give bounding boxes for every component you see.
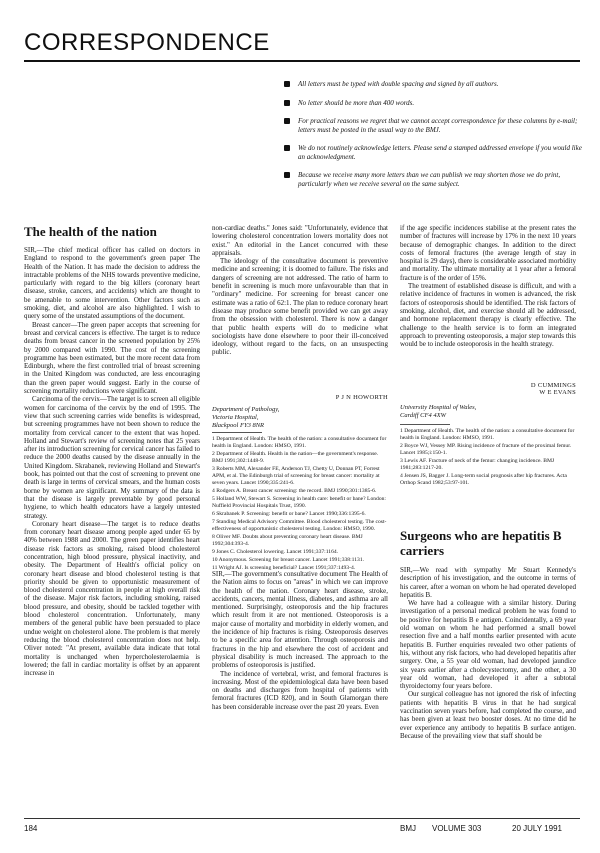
article3-body bbox=[400, 566, 576, 810]
reference: 7 Standing Medical Advisory Committee. Blood cholesterol testing. The cost-effectiveness of opportunistic cholesterol testing. London: HMSO, 1990. bbox=[212, 519, 387, 532]
paragraph: SIR,—We read with sympathy Mr Stuart Kennedy's description of his investigation, and the outcome in terms of his career, after a woman on whom he had operated developed hepatitis B. bbox=[400, 566, 576, 599]
paragraph: Our surgical colleague has not ignored the risk of infecting patients with hepatitis B virus in that he had surgical vaccination seven years before, had completed the course, and has been given at least two booster doses. At no time did he ever experience any antibody to hepatitis B surface antigen. Because of the prevailing view that staff should be bbox=[400, 690, 576, 740]
section-title: CORRESPONDENCE bbox=[24, 29, 270, 56]
reference: 8 Oliver MF. Doubts about preventing coronary heart disease. BMJ 1992;304:393-4. bbox=[212, 534, 363, 547]
rule-item: No letter should be more than 400 words. bbox=[284, 99, 584, 108]
rules-list bbox=[284, 80, 584, 198]
affiliation: Department of Pathology, Victoria Hospital, Blackpool FY3 8NR bbox=[212, 406, 280, 429]
references-list bbox=[212, 436, 388, 571]
paragraph: The treatment of established disease is difficult, and with a relative incidence of fractures in women is advanced, the risk factors of osteoporosis should be identified. The risk factors of smoking, alcohol, diet, and exercise should all be addressed, and hormone replacement therapy is clearly effective. The challenge to the health service is to form an integrated approach to preventing osteoporosis, a major step towards this would be to include osteoporosis in the health strategy. bbox=[400, 282, 576, 349]
rule-item: We do not routinely acknowledge letters. Please send a stamped addressed envelope if you would like an acknowledgment. bbox=[284, 144, 584, 161]
paragraph: The incidence of vertebral, wrist, and femoral fractures is increasing. Most of the epidemiological data have been based on deaths and discharges from hospital of patients with femoral fractures (ICD 820), and in South Glamorgan there has been considerable increase over the past 20 years. Even bbox=[212, 669, 388, 711]
affiliation: University Hospital of Wales, Cardiff CF4 4XW bbox=[400, 404, 477, 419]
reference: 4 Rodgers A. Breast cancer screening: the record. BMJ 1990;301:1385-6. bbox=[212, 488, 377, 494]
reference: 2 Department of Health. Health in the nation—the government's response. BMJ 1991;302:1448-9. bbox=[212, 451, 379, 464]
bullet-icon bbox=[284, 172, 290, 178]
article-body-col1 bbox=[24, 246, 200, 806]
reference: 3 Roberts MM, Alexander FE, Anderson TJ, Chetty U, Donnan PT, Forrest APM, et al. The Edinburgh trial of screening for breast cancer: mortality at seven years. Lancet 1990;335:241-6. bbox=[212, 466, 380, 486]
references-list bbox=[400, 428, 576, 508]
page-number: 184 bbox=[24, 824, 38, 833]
paragraph: SIR,—The chief medical officer has called on doctors in England to respond to the government's green paper The Health of the Nation. It has made the decision to address the intractable problems of the NHS towards preventive medicine, particularly with regard to the big killers (coronary heart disease, stroke, cancers, and accidents) which are thought to be amenable to some intervention. Other factors such as smoking, diet, and alcohol are also highlighted. I wish to query some of the unstated assumptions of the document. bbox=[24, 246, 200, 321]
issue-date: 20 JULY 1991 bbox=[512, 824, 562, 833]
paragraph: Coronary heart disease—The target is to reduce deaths from coronary heart disease among people aged under 65 by 40% between 1988 and 2000. The green paper identifies heart disease risk factors as smoking, raised blood cholesterol concentration, high blood pressure, physical inactivity, and obesity. The Department of Health's official policy on coronary heart disease and blood cholesterol testing is that priority should be given to opportunistic measurement of blood cholesterol concentration in people at high overall risk of the disease. Major risk factors, including smoking, raised blood pressure, and obesity, should be tackled together with blood cholesterol concentration. Unfortunately, many members of the general public have been persuaded to place undue weight on cholesterol alone. The problem is that merely reducing the blood cholesterol concentration does not help. Oliver noted: "At present, available data indicate that total mortality is unchanged when hypercholesterolaemia is lowered; the fall in cardiac mortality is offset by an apparent increase in bbox=[24, 519, 200, 678]
paragraph: if the age specific incidences stabilise at the present rates the number of fractures will increase by 17% in the next 10 years because of demographic changes. In addition to the direct costs of femoral fractures (the average length of stay in hospital is 29 days), there is considerable associated morbidity and mortality. The ultimate mortality at 1 year after a femoral fracture is of the order of 15%. bbox=[400, 224, 576, 282]
journal-name: BMJ bbox=[400, 824, 416, 833]
reference: 2 Boyce WJ, Vessey MP. Rising incidence of fracture of the proximal femur. Lancet 1985;i:150-1. bbox=[400, 443, 572, 456]
reference: 6 Skrabanek P. Screening: benefit or bane? Lancet 1990;336:1395-6. bbox=[212, 511, 366, 517]
footer-rule bbox=[24, 818, 580, 819]
bullet-icon bbox=[284, 145, 290, 151]
bullet-icon bbox=[284, 100, 290, 106]
rule-item: Because we receive many more letters than we can publish we may shorten those we do print, particularly when we receive several on the same subject. bbox=[284, 171, 584, 188]
paragraph: non-cardiac deaths." Jones said: "Unfortunately, evidence that lowering cholesterol concentration lowers mortality does not exist." An editorial in the Lancet concurred with these appraisals. bbox=[212, 224, 388, 257]
reference: 1 Department of Health. The health of the nation: a consultative document for health in England. London: HMSO, 1991. bbox=[212, 436, 387, 449]
article-title: The health of the nation bbox=[24, 224, 157, 239]
rule-item: For practical reasons we regret that we cannot accept correspondence for these columns by e-mail; letters must be posted in the usual way to the BMJ. bbox=[284, 117, 584, 134]
reference: 4 Jensen JS, Bagger J. Long-term social prognosis after hip fractures. Acta Orthop Scand 1982;53:97-101. bbox=[400, 473, 567, 486]
references-rule bbox=[400, 424, 450, 425]
article2-body-col3 bbox=[400, 224, 576, 378]
signature: D CUMMINGS W E EVANS bbox=[530, 382, 576, 396]
reference: 11 Wright AJ. Is screening beneficial? Lancet 1991;337:1493-4. bbox=[212, 565, 356, 571]
reference: 3 Lewis AF. Fracture of neck of the femur: changing incidence. BMJ 1981;283:1217-20. bbox=[400, 458, 555, 471]
bullet-icon bbox=[284, 118, 290, 124]
paragraph: We have had a colleague with a similar history. During investigation of a personal medical problem he was found to be positive for hepatitis B e antigen. Coincidentally, a 69 year old woman on whom he had performed a small bowel resection five and a half months earlier presented with acute hepatitis B. Further enquiries revealed two other patients of his, without any risk factors, who had developed hepatitis after surgery. One, a 55 year old woman, had developed jaundice six years earlier after a cholecystectomy, and the other, a 30 year old woman, had developed it after a subtotal thyroidectomy four years before. bbox=[400, 599, 576, 691]
bullet-icon bbox=[284, 81, 290, 87]
article-title: Surgeons who are hepatitis B carriers bbox=[400, 528, 562, 558]
paragraph: SIR,—The government's consultative document The Health of the Nation aims to focus on "areas" in which we can improve the health of the nation. Coronary heart disease, stroke, accidents, cancers, mental illness, diabetes, and asthma are all mentioned. Surprisingly, osteoporosis and the hip fractures which result from it are not mentioned. Osteoporosis is a major cause of mortality and morbidity in elderly women, and the incidence of hip fractures is rising. Osteoporosis deserves to be a specific area for attention. Through osteoporosis and fractures in the hip and elsewhere the cost of accident and physical disability is much increased. The approach to the problems of osteoporosis is justified. bbox=[212, 570, 388, 670]
paragraph: Breast cancer—The green paper accepts that screening for breast and cervical cancers is effective. The target is to reduce deaths from breast cancer in the screened population by 25% by 2000 compared with 1990. The cost of the screening programme has been estimated, but the more recent data from Edinburgh, where the first controlled trial of breast screening in the United Kingdom was conducted, are less encouraging than the green paper would suggest. Early in the course of screening mortality reductions were significant. bbox=[24, 320, 200, 396]
journal-volume: VOLUME 303 bbox=[432, 824, 482, 833]
references-rule bbox=[212, 432, 262, 433]
header-rule bbox=[24, 60, 580, 62]
paragraph: The ideology of the consultative document is preventive medicine and screening; it is doomed to failure. The risks and dangers of screening are not addressed. The ratio of harm to benefit in screening is much more unfavourable than that in "ordinary" medicine. For screening for breast cancer one estimate was a ratio of 62:1. The plan to reduce coronary heart disease may produce some benefit provided we can get away from the obsession with cholesterol. There is now a danger that public health experts will do to medicine what sociologists have done elsewhere to poor their ill-conceived ideology, without regard to the facts, on an unsuspecting public. bbox=[212, 257, 388, 357]
reference: 1 Department of Health. The health of the nation: a consultative document for health in England. London: HMSO, 1991. bbox=[400, 428, 575, 441]
signature: P J N HOWORTH bbox=[335, 394, 388, 401]
reference: 10 Anonymous. Screening for breast cancer. Lancet 1991;338:1131. bbox=[212, 557, 365, 563]
reference: 5 Holland WW, Stewart S. Screening in health care: benefit or bane? London: Nuffield Provincial Hospitals Trust, 1990. bbox=[212, 496, 386, 509]
paragraph: Carcinoma of the cervix—The target is to screen all eligible women for carcinoma of the cervix by the end of 1995. The view that such screening carries wide benefits is widespread, but screening programmes have not been shown to reduce the mortality from cervical cancer to the extent that was hoped. Holland and Stewart's review of screening notes that 25 years after its introduction screening for cervical cancer has failed to reduce the 2000 deaths caused by the disease annually in the United Kingdom. Skrabanek, reviewing Holland and Stewart's book, has pointed out that the cost of screening to prevent one death is large in terms of cervical smears, and the human costs borne by women are significant. My summary of the data is that the disease is largely preventable by good personal hygiene, to which health educators have a largely untested strategy. bbox=[24, 395, 201, 520]
article-body-col2 bbox=[212, 224, 388, 392]
rule-item: All letters must be typed with double spacing and signed by all authors. bbox=[284, 80, 584, 89]
article2-body-col2 bbox=[212, 570, 388, 810]
reference: 9 Jones C. Cholesterol lowering. Lancet 1991;337:1164. bbox=[212, 549, 339, 555]
